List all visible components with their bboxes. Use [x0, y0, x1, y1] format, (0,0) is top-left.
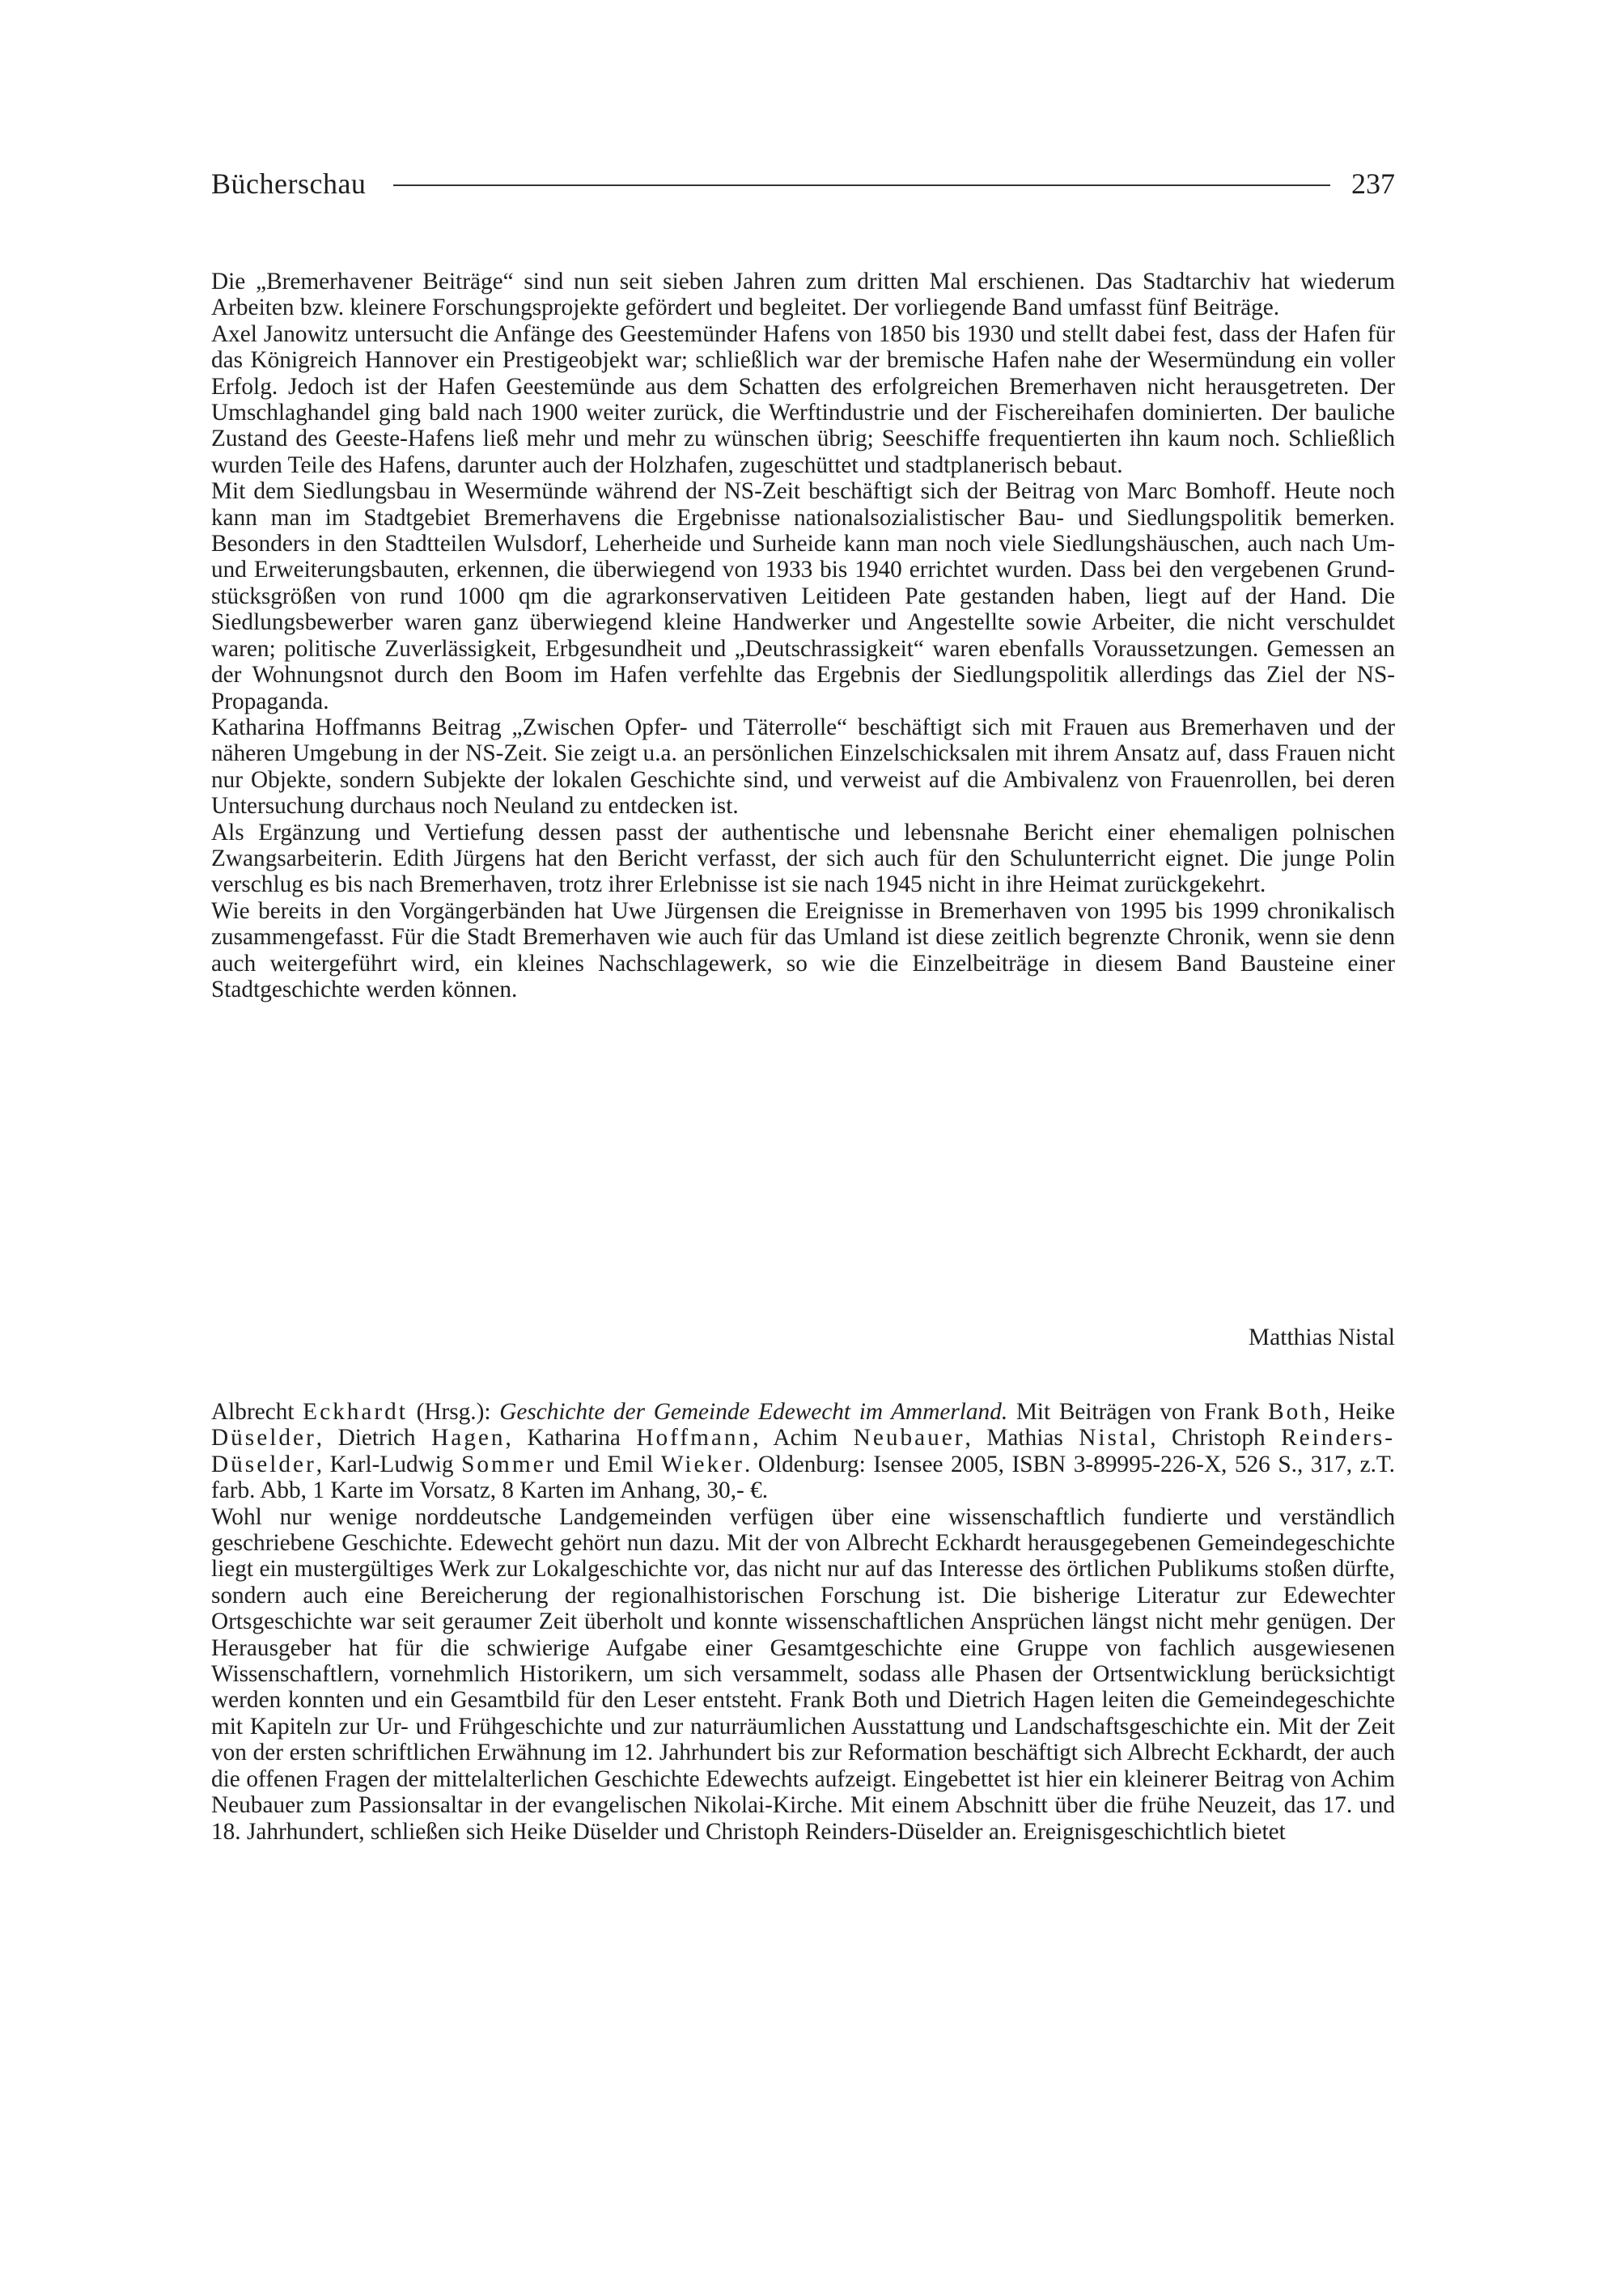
- contributor-first-name: Frank: [1204, 1399, 1269, 1425]
- book-page: [211, 0, 1395, 2293]
- review-paragraph: Mit dem Siedlungsbau in Wesermünde während der NS-Zeit beschäftigt sich der Beitrag von Marc Bomhoff. Heute noch kann man im Stadtgebiet Bremerhavens die Ergebnisse nationalsozialistischer Bau- und Siedlungspolitik bemerken. Besonders in den Stadtteilen Wulsdorf, Leherheide und Surheide kann man noch viele Siedlungshäuschen, auch nach Um- und Erweiterungsbauten, erkennen, die überwiegend von 1933 bis 1940 errichtet wurden. Dass bei den vergebenen Grundstücksgrößen von rund 1000 qm die agrarkonservativen Leitideen Pate gestanden haben, liegt auf der Hand. Die Siedlungsbewerber waren ganz überwiegend kleine Handwerker und Angestellte sowie Arbeiter, die nicht verschuldet waren; politische Zuverlässigkeit, Erbgesundheit und „Deutschrassigkeit“ waren ebenfalls Voraussetzungen. Gemessen an der Wohnungsnot durch den Boom im Hafen verfehlte das Ergebnis der Siedlungspolitik allerdings das Ziel der NS-Propaganda.: [211, 478, 1395, 714]
- contributor-last-name: Düselder: [211, 1425, 316, 1452]
- section-title: Bücherschau: [211, 167, 367, 200]
- citation-text: , Dietrich: [316, 1425, 432, 1452]
- contributor-last-name: Neubauer: [853, 1425, 965, 1452]
- review-paragraph: Die „Bremerhavener Beiträge“ sind nun seit sieben Jahren zum dritten Mal erschienen. Das Stadtarchiv hat wiederum Arbeiten bzw. kleinere Forschungsprojekte gefördert und begleitet. Der vorliegende Band umfasst fünf Beiträge.: [211, 269, 1395, 321]
- review-paragraph: Wie bereits in den Vorgängerbänden hat Uwe Jürgensen die Ereignisse in Bremerhaven von 1995 bis 1999 chronikalisch zusammengefasst. Für die Stadt Bremerhaven wie auch für das Umland ist diese zeitlich begrenzte Chronik, wenn sie denn auch weitergeführt wird, ein kleines Nachschlagewerk, so wie die Einzelbeiträge in diesem Band Bausteine einer Stadtgeschichte werden können.: [211, 897, 1395, 1002]
- contributor-last-name: Hoffmann: [636, 1425, 753, 1452]
- citation-text: (Hrsg.):: [407, 1399, 500, 1425]
- citation-text: , Karl-Ludwig: [316, 1451, 462, 1477]
- publication-details: . Oldenburg: Isensee 2005, ISBN 3-89995-226-X, 526 S., 317, z.T. farb. Abb, 1 Karte im Vorsatz, 8 Karten im Anhang, 30,- €.: [211, 1451, 1395, 1504]
- header-rule: [393, 184, 1330, 186]
- book-title: Geschichte der Gemeinde Edewecht im Ammerland.: [499, 1399, 1008, 1425]
- reviewer-signature: Matthias Nistal: [1248, 1325, 1395, 1350]
- contributor-last-name: Sommer: [461, 1451, 557, 1477]
- contributor-last-name: Both: [1268, 1399, 1325, 1425]
- review-paragraph: Katharina Hoffmanns Beitrag „Zwischen Opfer- und Täterrolle“ beschäftigt sich mit Frauen aus Bremerhaven und der näheren Umgebung in der NS-Zeit. Sie zeigt u.a. an persönlichen Einzelschicksalen mit ihrem Ansatz auf, dass Frauen nicht nur Objekte, sondern Subjekte der lokalen Geschichte sind, und verweist auf die Ambivalenz von Frauenrollen, bei deren Untersuchung durchaus noch Neuland zu entdecken ist.: [211, 714, 1395, 820]
- contributor-last-name: Wieker: [660, 1451, 744, 1477]
- contributor-last-name: Hagen: [431, 1425, 506, 1452]
- review-paragraph: Wohl nur wenige norddeutsche Landgemeinden verfügen über eine wissenschaftlich fundierte und verständlich geschriebene Geschichte. Edewecht gehört nun dazu. Mit der von Albrecht Eckhardt herausgegebenen Gemeindegeschichte liegt ein mustergültiges Werk zur Lokalgeschichte vor, das nicht nur auf das Interesse des örtlichen Publikums stoßen dürfte, sondern auch eine Bereicherung der regionalhistorischen Forschung ist. Die bisherige Literatur zur Edewechter Ortsgeschichte war seit geraumer Zeit überholt und konnte wissenschaftlichen Ansprüchen längst nicht mehr genügen. Der Herausgeber hat für die schwierige Aufgabe einer Gesamtgeschichte eine Gruppe von fachlich ausgewiesenen Wissenschaftlern, vornehmlich Historikern, um sich versammelt, sodass alle Phasen der Ortsentwicklung berücksichtigt werden konnten und ein Gesamtbild für den Leser entsteht. Frank Both und Dietrich Hagen leiten die Gemeindegeschichte mit Kapiteln zur Ur- und Frühgeschichte und zur naturräumlichen Ausstattung und Landschaftsgeschichte ein. Mit der Zeit von der ersten schriftlichen Erwähnung im 12. Jahrhundert bis zur Reformation beschäftigt sich Albrecht Eckhardt, der auch die offenen Fragen der mittelalterlichen Geschichte Edewechts aufzeigt. Eingebettet ist hier ein kleinerer Beitrag von Achim Neubauer zum Passionsaltar in der evangelischen Nikolai-Kirche. Mit einem Abschnitt über die frühe Neuzeit, das 17. und 18. Jahrhundert, schließen sich Heike Düselder und Christoph Reinders-Düselder an. Ereignisgeschichtlich bietet: [211, 1503, 1395, 1845]
- citation-text: , Heike: [1324, 1399, 1395, 1425]
- running-header: [211, 163, 1395, 204]
- book-citation: [211, 1399, 1395, 1504]
- citation-text: , Christoph: [1150, 1425, 1282, 1452]
- editor-first-name: Albrecht: [211, 1399, 303, 1425]
- citation-text: , Katharina: [505, 1425, 637, 1452]
- editor-last-name: Eckhardt: [303, 1399, 408, 1425]
- citation-text: , Achim: [753, 1425, 854, 1452]
- review-geschichte-edewecht: [211, 1399, 1395, 1845]
- citation-text: , Mathias: [965, 1425, 1079, 1452]
- citation-text: und Emil: [556, 1451, 661, 1477]
- review-bremerhavener-beitraege: [211, 269, 1395, 1002]
- contributor-last-name: Nistal: [1079, 1425, 1151, 1452]
- review-paragraph: Als Ergänzung und Vertiefung dessen passt der authentische und lebensnahe Bericht einer ehemaligen polnischen Zwangsarbeiterin. Edith Jürgens hat den Bericht verfasst, der sich auch für den Schulunterricht eignet. Die junge Polin verschlug es bis nach Bremerhaven, trotz ihrer Erlebnisse ist sie nach 1945 nicht in ihre Heimat zurückgekehrt.: [211, 819, 1395, 898]
- page-number: 237: [1351, 167, 1395, 200]
- contributor-last-name: Reinders-Düselder: [211, 1425, 1396, 1477]
- review-paragraph: Axel Janowitz untersucht die Anfänge des Geestemünder Hafens von 1850 bis 1930 und stellt dabei fest, dass der Hafen für das Königreich Hannover ein Prestigeobjekt war; schließlich war der bremische Hafen nahe der Wesermündung ein voller Erfolg. Jedoch ist der Hafen Geestemünde aus dem Schatten des erfolgreichen Bremerhaven nicht herausgetreten. Der Umschlaghandel ging bald nach 1900 weiter zurück, die Werftindustrie und der Fischereihafen dominierten. Der bauliche Zustand des Geeste-Hafens ließ mehr und mehr zu wünschen übrig; Seeschiffe frequentierten ihn kaum noch. Schließlich wurden Teile des Hafens, darunter auch der Holzhafen, zugeschüttet und stadtplanerisch bebaut.: [211, 320, 1395, 478]
- citation-text: Mit Beiträgen von: [1007, 1399, 1205, 1425]
